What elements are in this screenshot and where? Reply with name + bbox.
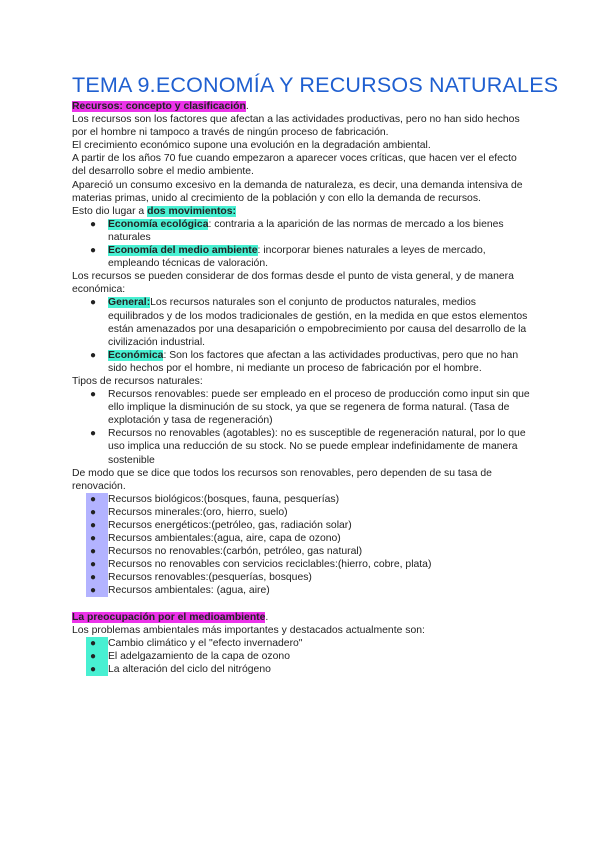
- bullet-icon: ●: [90, 349, 97, 361]
- list-item: ● General:Los recursos naturales son el conjunto de productos naturales, medios equilibrados y de los modos tradicionales de gestión, en la medida en que estos elementos están amenazados por una desaparición o empobrecimiento por causa del desarrollo de la civilización industrial.: [72, 296, 532, 348]
- list-item: ● Recursos ambientales: (agua, aire): [72, 584, 532, 597]
- bullet-icon: ●: [86, 558, 108, 571]
- tipos-list: [72, 388, 532, 467]
- term-highlight: Economía del medio ambiente: [108, 245, 258, 257]
- term-highlight: Económica: [108, 349, 164, 361]
- paragraph: Esto dio lugar a dos movimientos:: [72, 205, 237, 217]
- document-page: [72, 72, 559, 676]
- list-item: ● Económica: Son los factores que afectan a las actividades productivas, pero que no han sido hechos por el hombre, ni mediante un proceso de fabricación por el hombre.: [72, 349, 532, 375]
- bullet-icon: ●: [86, 663, 108, 676]
- section-heading-recursos: Recursos: concepto y clasificación.: [72, 101, 249, 112]
- bullet-icon: ●: [90, 245, 97, 257]
- section-heading-medioambiente: La preocupación por el medioambiente.: [72, 611, 269, 623]
- list-item: ● Recursos biológicos:(bosques, fauna, pesquerías): [72, 493, 532, 506]
- list-item: ● El adelgazamiento de la capa de ozono: [72, 650, 532, 663]
- paragraph: Los recursos se pueden considerar de dos formas desde el punto de vista general, y de manera económica:: [72, 271, 514, 296]
- spacer: [72, 598, 532, 611]
- bullet-icon: ●: [86, 571, 108, 584]
- bullet-icon: ●: [90, 218, 97, 230]
- bullet-icon: ●: [90, 297, 97, 309]
- list-item: ● Cambio climático y el "efecto invernadero": [72, 637, 532, 650]
- paragraph: Los recursos son los factores que afectan a las actividades productivas, pero no han sido hechos por el hombre ni tampoco a través de ningún proceso de fabricación.: [72, 114, 520, 139]
- term-highlight: General:: [108, 297, 151, 309]
- bullet-icon: ●: [86, 545, 108, 558]
- paragraph: Tipos de recursos naturales:: [72, 375, 203, 387]
- paragraph: Apareció un consumo excesivo en la demanda de naturaleza, es decir, una demanda intensiva de materias primas, unido al crecimiento de la población y con ello la demanda de recursos.: [72, 179, 523, 204]
- movimientos-list: [72, 218, 532, 270]
- formas-list: [72, 296, 532, 375]
- bullet-icon: ●: [86, 584, 108, 597]
- bullet-icon: ●: [86, 493, 108, 506]
- list-item: ● Recursos energéticos:(petróleo, gas, radiación solar): [72, 519, 532, 532]
- list-item: ● Recursos renovables: puede ser empleado en el proceso de producción como input sin que ello implique la disminución de su stock, ya que se regenera de forma natural. (Tasa de explotación y tasa de regeneración): [72, 388, 532, 427]
- heading-highlight: Recursos: concepto y clasificación: [72, 101, 246, 112]
- bullet-icon: ●: [90, 428, 97, 440]
- list-item: ● Recursos no renovables:(carbón, petróleo, gas natural): [72, 545, 532, 558]
- bullet-icon: ●: [86, 637, 108, 650]
- list-item: ● Recursos minerales:(oro, hierro, suelo): [72, 506, 532, 519]
- bullet-icon: ●: [90, 389, 97, 401]
- recursos-list: [72, 493, 532, 598]
- bullet-icon: ●: [86, 650, 108, 663]
- list-item: ● Recursos no renovables con servicios reciclables:(hierro, cobre, plata): [72, 558, 532, 571]
- list-item: ● Economía ecológica: contraria a la aparición de las normas de mercado a los bienes naturales: [72, 218, 532, 244]
- list-item: ● Recursos renovables:(pesquerías, bosques): [72, 571, 532, 584]
- paragraph: El crecimiento económico supone una evolución en la degradación ambiental.: [72, 140, 431, 152]
- paragraph: De modo que se dice que todos los recursos son renovables, pero dependen de su tasa de renovación.: [72, 467, 492, 492]
- page-title: TEMA 9.ECONOMÍA Y RECURSOS NATURALES: [72, 73, 559, 97]
- heading-highlight: La preocupación por el medioambiente: [72, 611, 266, 623]
- list-item: ● La alteración del ciclo del nitrógeno: [72, 663, 532, 676]
- paragraph: A partir de los años 70 fue cuando empezaron a aparecer voces críticas, que hacen ver el efecto del desarrollo sobre el medio ambiente.: [72, 153, 517, 178]
- problemas-list: [72, 637, 532, 676]
- term-highlight: Economía ecológica: [108, 218, 209, 230]
- list-item: ● Recursos ambientales:(agua, aire, capa de ozono): [72, 532, 532, 545]
- bullet-icon: ●: [86, 506, 108, 519]
- list-item: ● Recursos no renovables (agotables): no es susceptible de regeneración natural, por lo que uso implica una reducción de su stock. No se puede emplear indefinidamente de manera sostenible: [72, 427, 532, 466]
- term-highlight: dos movimientos:: [147, 205, 237, 217]
- bullet-icon: ●: [86, 532, 108, 545]
- bullet-icon: ●: [86, 519, 108, 532]
- paragraph: Los problemas ambientales más importantes y destacados actualmente son:: [72, 624, 425, 636]
- list-item: ● Economía del medio ambiente: incorporar bienes naturales a leyes de mercado, empleando técnicas de valoración.: [72, 244, 532, 270]
